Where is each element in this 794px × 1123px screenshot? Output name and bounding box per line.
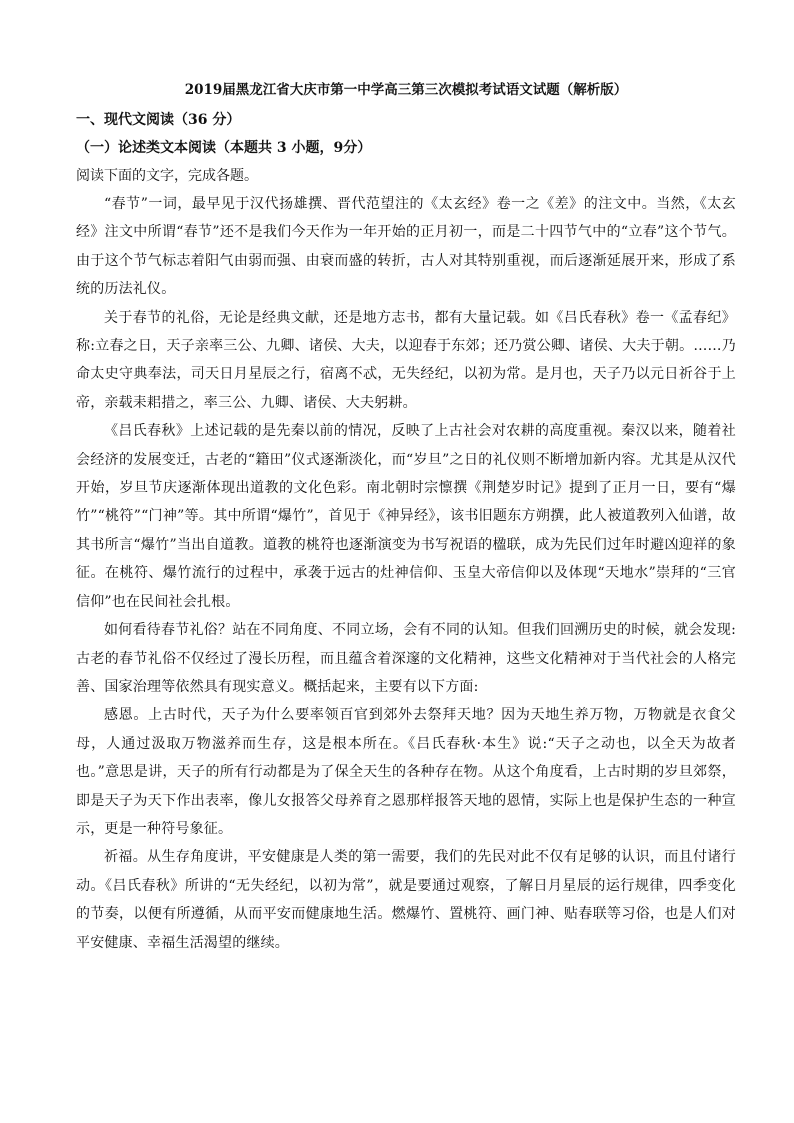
paragraph: 关于春节的礼俗，无论是经典文献，还是地方志书，都有大量记载。如《吕氏春秋》卷一《孟春纪》称:立春之日，天子亲率三公、九卿、诸侯、大夫，以迎春于东郊；还乃赏公卿、诸侯、大夫于朝。……乃命太史守典奉法，司天日月星辰之行，宿离不忒，无失经纪，以初为常。是月也，天子乃以元日祈谷于上帝，亲载耒耜措之，率三公、九卿、诸侯、大夫躬耕。 (76, 309, 736, 411)
paragraph: 感恩。上古时代，天子为什么要率领百官到郊外去祭拜天地？因为天地生养万物，万物就是衣食父母，人通过汲取万物滋养而生存，这是根本所在。《吕氏春秋·本生》说:“天子之动也，以全天为故者也。”意思是讲，天子的所有行动都是为了保全天生的各种存在物。从这个角度看，上古时期的岁旦郊祭，即是天子为天下作出表率，像儿女报答父母养育之恩那样报答天地的恩情，实际上也是保护生态的一种宣示，更是一种符号象征。 (76, 707, 736, 837)
document-page (76, 78, 736, 957)
paragraph: 《吕氏春秋》上述记载的是先秦以前的情况，反映了上古社会对农耕的高度重视。秦汉以来，随着社会经济的发展变迁，古老的“籍田”仪式逐渐淡化，而“岁旦”之日的礼仪则不断增加新内容。尤其是从汉代开始，岁旦节庆逐渐体现出道教的文化色彩。南北朝时宗懔撰《荆楚岁时记》提到了正月一日，要有“爆竹”“桃符”“门神”等。其中所谓“爆竹”，首见于《神异经》，该书旧题东方朔撰，此人被道教列入仙谱，故其书所言“爆竹”当出自道教。道教的桃符也逐渐演变为书写祝语的楹联，成为先民们过年时避凶迎祥的象征。在桃符、爆竹流行的过程中，承袭于远古的灶神信仰、玉皇大帝信仰以及体现“天地水”崇拜的“三官信仰”也在民间社会扎根。 (76, 423, 736, 610)
document-title: 2019届黑龙江省大庆市第一中学高三第三次模拟考试语文试题（解析版） (184, 82, 628, 98)
paragraph: 如何看待春节礼俗？站在不同角度、不同立场，会有不同的认知。但我们回溯历史的时候，就会发现:古老的春节礼俗不仅经过了漫长历程，而且蕴含着深邃的文化精神，这些文化精神对于当代社会的人格完善、国家治理等依然具有现实意义。概括起来，主要有以下方面: (76, 622, 736, 695)
section-heading: 一、现代文阅读（36 分） (76, 112, 241, 128)
paragraph: 祈福。从生存角度讲，平安健康是人类的第一需要，我们的先民对此不仅有足够的认识，而且付诸行动。《吕氏春秋》所讲的“无失经纪，以初为常”，就是要通过观察，了解日月星辰的运行规律，四季变化的节奏，以便有所遵循，从而平安而健康地生活。燃爆竹、置桃符、画门神、贴春联等习俗，也是人们对平安健康、幸福生活渴望的继续。 (76, 849, 736, 951)
paragraph: “春节”一词，最早见于汉代扬雄撰、晋代范望注的《太玄经》卷一之《差》的注文中。当然，《太玄经》注文中所谓“春节”还不是我们今天作为一年开始的正月初一，而是二十四节气中的“立春”这个节气。由于这个节气标志着阳气由弱而强、由衰而盛的转折，古人对其特别重视，而后逐渐延展开来，形成了系统的历法礼仪。 (76, 196, 736, 298)
reading-instruction: 阅读下面的文字，完成各题。 (76, 168, 258, 184)
subsection-heading: （一）论述类文本阅读（本题共 3 小题，9分） (76, 140, 372, 156)
